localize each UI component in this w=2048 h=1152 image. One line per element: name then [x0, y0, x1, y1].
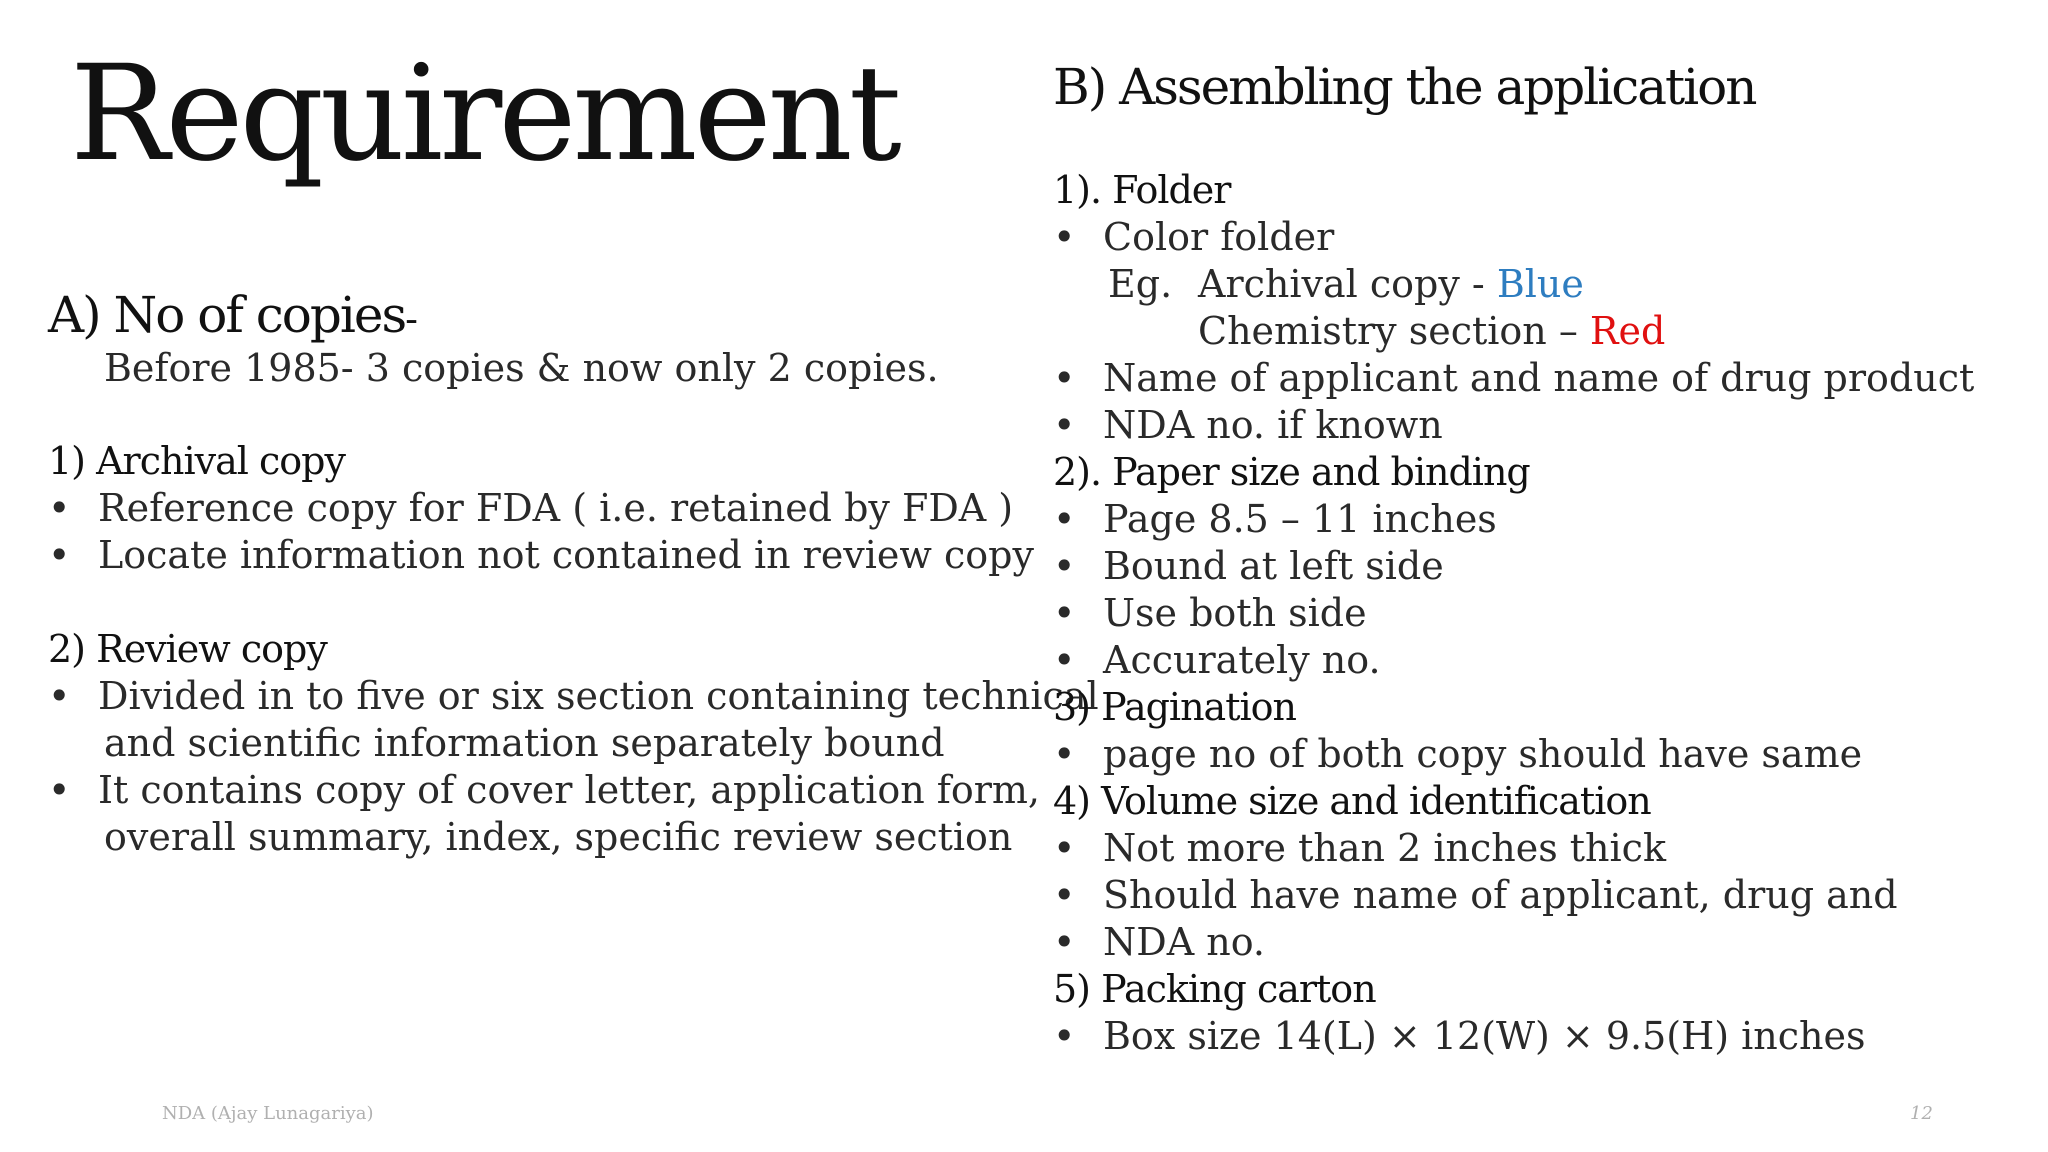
- bullet-marker: •: [1053, 1014, 1076, 1058]
- packing-bullet-1: Box size 14(L) × 12(W) × 9.5(H) inches: [1103, 1014, 1866, 1058]
- bullet-marker: •: [48, 533, 71, 577]
- pagination-bullet-1: page no of both copy should have same: [1103, 732, 1863, 776]
- volume-bullet-1: Not more than 2 inches thick: [1103, 826, 1666, 870]
- example-line-2-color: Red: [1589, 309, 1666, 353]
- volume-heading: 4) Volume size and identification: [1053, 779, 1651, 823]
- bullet-marker: •: [1053, 732, 1076, 776]
- paper-bullet-1: Page 8.5 – 11 inches: [1103, 497, 1497, 541]
- volume-bullet-2: Should have name of applicant, drug and: [1103, 873, 1898, 917]
- folder-bullet-1: Color folder: [1103, 215, 1335, 259]
- page-title: Requirement: [70, 37, 898, 191]
- review-copy-heading: 2) Review copy: [48, 627, 327, 671]
- bullet-marker: •: [1053, 497, 1076, 541]
- packing-heading: 5) Packing carton: [1053, 967, 1376, 1011]
- folder-bullet-3: NDA no. if known: [1103, 403, 1443, 447]
- copies-intro: Before 1985- 3 copies & now only 2 copies.: [104, 346, 939, 390]
- paper-bullet-4: Accurately no.: [1103, 638, 1381, 682]
- example-line-2-text: Chemistry section –: [1198, 309, 1590, 353]
- bullet-marker: •: [1053, 638, 1076, 682]
- bullet-marker: •: [1053, 356, 1076, 400]
- volume-bullet-3: NDA no.: [1103, 920, 1266, 964]
- section-b-heading: B) Assembling the application: [1053, 58, 1756, 116]
- section-a-heading: [48, 286, 416, 344]
- paper-size-heading: 2). Paper size and binding: [1053, 450, 1530, 494]
- bullet-marker: •: [48, 486, 71, 530]
- example-line-1-color: Blue: [1496, 262, 1584, 306]
- bullet-marker: •: [1053, 873, 1076, 917]
- review-bullet-1-line-2: and scientific information separately bound: [104, 721, 945, 765]
- review-bullet-2-line-1: It contains copy of cover letter, application form,: [98, 768, 1040, 812]
- archival-copy-heading: 1) Archival copy: [48, 439, 345, 483]
- footer-author: NDA (Ajay Lunagariya): [162, 1103, 374, 1124]
- paper-bullet-2: Bound at left side: [1103, 544, 1444, 588]
- review-bullet-2-line-2: overall summary, index, specific review section: [104, 815, 1013, 859]
- section-a-heading-text: A) No of copies: [48, 286, 406, 344]
- pagination-heading: 3) Pagination: [1053, 685, 1296, 729]
- folder-bullet-2: Name of applicant and name of drug product: [1103, 356, 1975, 400]
- paper-bullet-3: Use both side: [1103, 591, 1367, 635]
- bullet-marker: •: [48, 768, 71, 812]
- archival-bullet-1: Reference copy for FDA ( i.e. retained by FDA ): [98, 486, 1014, 530]
- example-label: Eg.: [1108, 262, 1173, 306]
- bullet-marker: •: [1053, 403, 1076, 447]
- page-number: 12: [1910, 1103, 1933, 1124]
- section-a-heading-suffix: -: [405, 297, 416, 341]
- review-bullet-1-line-1: Divided in to five or six section containing technical: [98, 674, 1099, 718]
- bullet-marker: •: [1053, 544, 1076, 588]
- bullet-marker: •: [1053, 591, 1076, 635]
- example-line-1: [1198, 261, 1584, 308]
- bullet-marker: •: [1053, 215, 1076, 259]
- archival-bullet-2: Locate information not contained in review copy: [98, 533, 1034, 577]
- example-line-1-text: Archival copy -: [1198, 262, 1497, 306]
- bullet-marker: •: [1053, 826, 1076, 870]
- folder-heading: 1). Folder: [1053, 168, 1231, 212]
- bullet-marker: •: [48, 674, 71, 718]
- bullet-marker: •: [1053, 920, 1076, 964]
- example-line-2: [1198, 308, 1665, 355]
